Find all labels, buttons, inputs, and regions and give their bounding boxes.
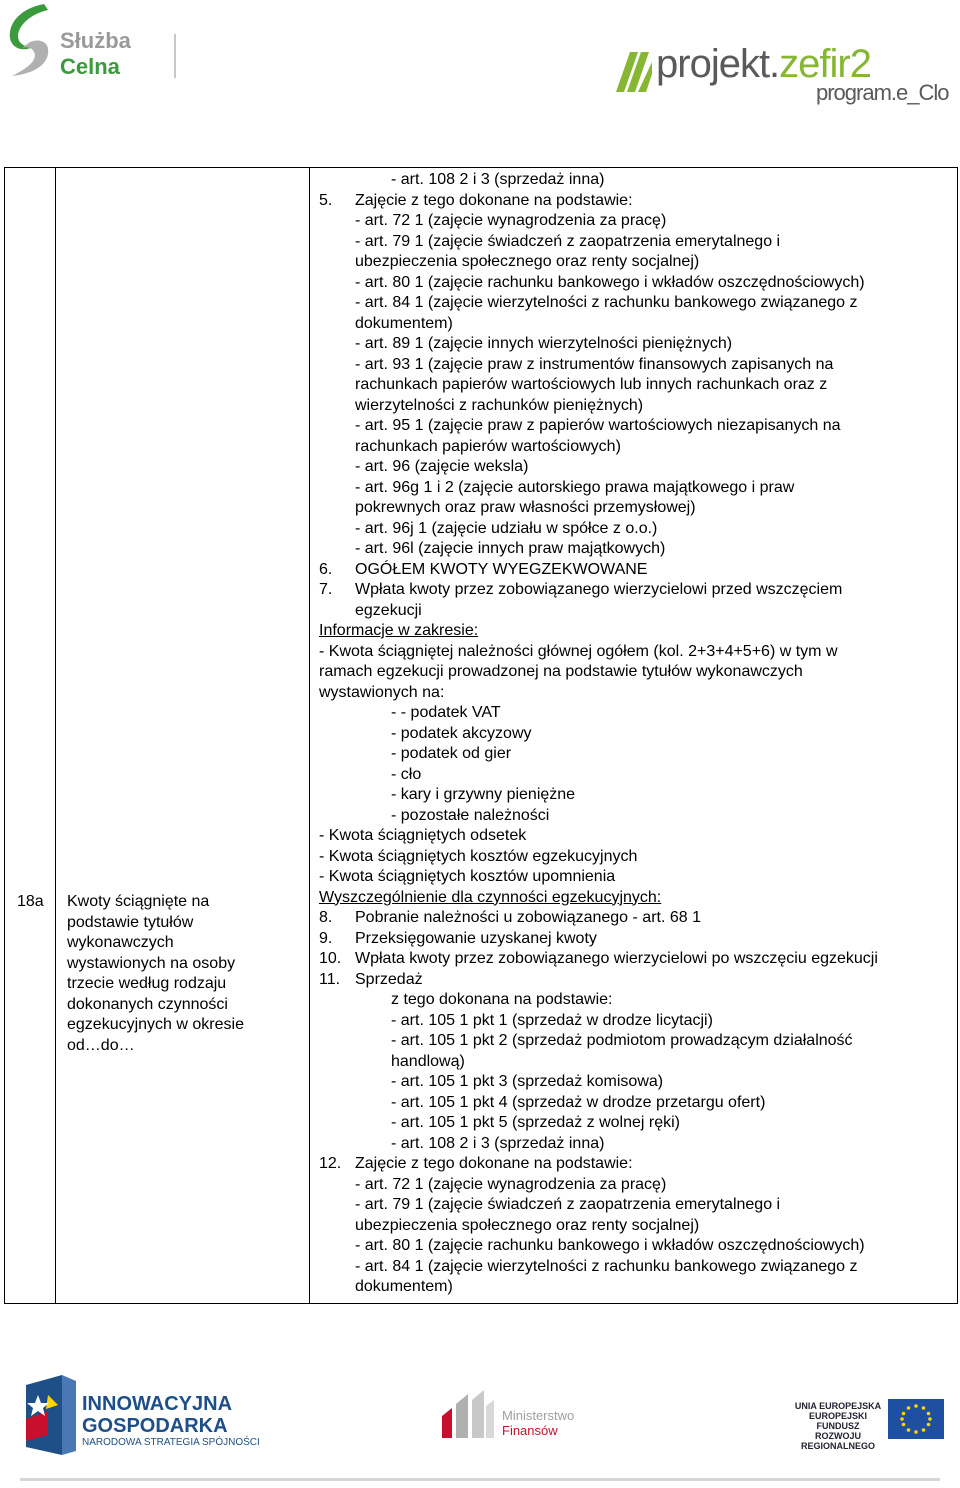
line-text: OGÓŁEM KWOTY WYEGZEKWOWANE <box>355 560 648 578</box>
content-line <box>319 826 955 847</box>
content-line <box>319 293 955 314</box>
projekt-zefir-logo <box>616 22 949 112</box>
line-text: - art. 108 2 i 3 (sprzedaż inna) <box>391 171 605 188</box>
item-number: 6. <box>319 560 333 578</box>
sluzba-celna-emblem-icon <box>4 2 60 78</box>
content-line <box>319 478 955 499</box>
content-line <box>319 744 955 765</box>
column-divider <box>309 168 310 1303</box>
content-line <box>319 642 955 663</box>
content-line <box>319 601 955 622</box>
content-line <box>319 334 955 355</box>
line-text: wierzytelności z rachunków pieniężnych) <box>355 396 644 414</box>
line-text: - podatek od gier <box>391 745 512 762</box>
ig-line2: GOSPODARKA <box>82 1415 228 1437</box>
content-line <box>319 683 955 704</box>
content-line <box>319 1072 955 1093</box>
content-line <box>319 867 955 888</box>
content-line <box>319 1093 955 1114</box>
item-number: 9. <box>319 929 333 947</box>
line-text: handlową) <box>391 1052 465 1070</box>
section-heading: Informacje w zakresie: <box>319 622 479 639</box>
line-text: - art. 96j 1 (zajęcie udziału w spółce z o.o.) <box>355 519 658 537</box>
row-description-line: egzekucyjnych w okresie <box>67 1016 244 1033</box>
line-text: - art. 96 (zajęcie weksla) <box>355 458 529 475</box>
item-number: 8. <box>319 909 333 926</box>
content-line <box>319 1113 955 1134</box>
mf-emblem-icon <box>440 1390 496 1440</box>
ig-line1: INNOWACYJNA <box>82 1393 233 1415</box>
row-description-line: od…do… <box>67 1036 135 1054</box>
line-text: - art. 89 1 (zajęcie innych wierzytelności pieniężnych) <box>355 335 733 352</box>
line-text: - Kwota ściągniętych odsetek <box>319 827 527 844</box>
sluzba-text: Służba <box>60 28 131 53</box>
content-line <box>319 1031 955 1052</box>
content-line <box>319 252 955 273</box>
line-text: ramach egzekucji prowadzonej na podstawie tytułów wykonawczych <box>319 663 803 680</box>
line-text: - art. 105 1 pkt 5 (sprzedaż z wolnej ręki) <box>391 1114 681 1131</box>
content-line <box>319 1236 955 1257</box>
row-description-line: wykonawczych <box>67 934 174 951</box>
content-line <box>319 457 955 478</box>
row-description-line: trzecie według rodzaju <box>67 975 227 992</box>
line-text: - kary i grzywny pieniężne <box>391 786 576 803</box>
content-line <box>319 724 955 745</box>
content-line <box>319 580 955 601</box>
logo-separator <box>174 34 176 78</box>
content-line <box>319 519 955 540</box>
line-text: - pozostałe należności <box>391 806 550 824</box>
row-id: 18a <box>17 893 44 910</box>
row-description-line: dokonanych czynności <box>67 995 228 1013</box>
item-number: 5. <box>319 191 333 209</box>
row-description-line: wystawionych na osoby <box>67 954 236 972</box>
line-text: pokrewnych oraz praw własności przemysłowej) <box>355 499 696 516</box>
content-line <box>319 1175 955 1196</box>
line-text: - art. 79 1 (zajęcie świadczeń z zaopatrzenia emerytalnego i <box>355 232 781 250</box>
eu-flag-icon <box>888 1399 944 1439</box>
row-description <box>67 892 297 1056</box>
line-text: Pobranie należności u zobowiązanego - art. 68 1 <box>355 909 701 926</box>
content-line <box>319 1257 955 1278</box>
content-line <box>319 847 955 868</box>
line-text: egzekucji <box>355 601 422 619</box>
item-number: 12. <box>319 1155 342 1172</box>
content-line <box>319 1011 955 1032</box>
item-number: 11. <box>319 970 341 988</box>
content-line <box>319 211 955 232</box>
content-line <box>319 232 955 253</box>
line-text: - Kwota ściągniętej należności głównej ogółem (kol. 2+3+4+5+6) w tym w <box>319 642 838 660</box>
content-line <box>319 1134 955 1155</box>
ig-emblem-icon <box>18 1375 78 1455</box>
line-text: - art. 96g 1 i 2 (zajęcie autorskiego prawa majątkowego i praw <box>355 478 795 496</box>
content-line <box>319 396 955 417</box>
content-line <box>319 785 955 806</box>
report-table <box>4 167 958 1304</box>
line-text: - Kwota ściągniętych kosztów egzekucyjnych <box>319 847 638 865</box>
row-description-line: Kwoty ściągnięte na <box>67 893 210 910</box>
ue-line2: EUROPEJSKI FUNDUSZ <box>808 1411 868 1431</box>
ministerstwo-finansow-logo <box>440 1390 600 1446</box>
content-line <box>319 560 955 581</box>
mf-line2: Finansów <box>502 1423 558 1438</box>
item-number: 10. <box>319 950 342 967</box>
line-text: - art. 105 1 pkt 4 (sprzedaż w drodze przetargu ofert) <box>391 1093 766 1111</box>
unia-europejska-logo <box>770 1393 946 1449</box>
line-text: Wpłata kwoty przez zobowiązanego wierzycielowi przed wszczęciem <box>355 581 843 598</box>
zefir-name: zefir2 <box>779 42 871 86</box>
sluzba-celna-logo <box>4 2 174 78</box>
content-line <box>319 621 955 642</box>
line-text: - art. 84 1 (zajęcie wierzytelności z rachunku bankowego związanego z <box>355 1257 858 1275</box>
content-line <box>319 355 955 376</box>
section-heading: Wyszczególnienie dla czynności egzekucyjnych: <box>319 888 662 906</box>
line-text: - art. 80 1 (zajęcie rachunku bankowego i wkładów oszczędnościowych) <box>355 1237 865 1254</box>
line-text: - Kwota ściągniętych kosztów upomnienia <box>319 868 616 885</box>
content-line <box>319 314 955 335</box>
content-line <box>319 498 955 519</box>
line-text: - art. 93 1 (zajęcie praw z instrumentów finansowych zapisanych na <box>355 355 834 373</box>
line-text: - art. 105 1 pkt 1 (sprzedaż w drodze licytacji) <box>391 1011 713 1029</box>
line-text: - art. 72 1 (zajęcie wynagrodzenia za pracę) <box>355 1175 667 1193</box>
content-line <box>319 1052 955 1073</box>
content-line <box>319 929 955 950</box>
item-number: 7. <box>319 581 333 598</box>
line-text: ubezpieczenia społecznego oraz renty socjalnej) <box>355 253 700 270</box>
line-text: - art. 105 1 pkt 2 (sprzedaż podmiotom prowadzącym działalność <box>391 1032 853 1049</box>
content-line <box>319 1277 955 1298</box>
row-content <box>319 170 955 1298</box>
line-text: - cło <box>391 765 422 783</box>
ig-line3: NARODOWA STRATEGIA SPÓJNOŚCI <box>82 1437 260 1448</box>
ue-line3: ROZWOJU REGIONALNEGO <box>800 1431 875 1451</box>
content-line <box>319 888 955 909</box>
line-text: - art. 108 2 i 3 (sprzedaż inna) <box>391 1134 605 1152</box>
line-text: Sprzedaż <box>355 970 423 988</box>
line-text: dokumentem) <box>355 1278 453 1295</box>
line-text: - - podatek VAT <box>391 704 501 721</box>
content-line <box>319 191 955 212</box>
content-line <box>319 970 955 991</box>
line-text: Wpłata kwoty przez zobowiązanego wierzycielowi po wszczęciu egzekucji <box>355 950 878 967</box>
line-text: Zajęcie z tego dokonane na podstawie: <box>355 191 633 209</box>
content-line <box>319 949 955 970</box>
content-line <box>319 662 955 683</box>
content-line <box>319 1195 955 1216</box>
line-text: wystawionych na: <box>319 683 445 701</box>
line-text: Zajęcie z tego dokonane na podstawie: <box>355 1155 633 1172</box>
line-text: - art. 96l (zajęcie innych praw majątkowych) <box>355 540 666 557</box>
ue-line1: UNIA EUROPEJSKA <box>794 1401 882 1411</box>
mf-line1: Ministerstwo <box>502 1408 575 1423</box>
content-line <box>319 908 955 929</box>
line-text: - art. 72 1 (zajęcie wynagrodzenia za pracę) <box>355 212 667 229</box>
content-line <box>319 273 955 294</box>
column-divider <box>55 168 56 1303</box>
line-text: - art. 95 1 (zajęcie praw z papierów wartościowych niezapisanych na <box>355 417 841 434</box>
line-text: ubezpieczenia społecznego oraz renty socjalnej) <box>355 1216 700 1234</box>
line-text: Przeksięgowanie uzyskanej kwoty <box>355 929 597 947</box>
content-line <box>319 437 955 458</box>
content-line <box>319 1154 955 1175</box>
zefir-subtitle: program.e_Clo <box>816 80 949 105</box>
line-text: - art. 84 1 (zajęcie wierzytelności z rachunku bankowego związanego z <box>355 294 858 311</box>
footer-divider <box>20 1478 940 1481</box>
content-line <box>319 703 955 724</box>
zefir-stripes-icon <box>616 52 652 92</box>
celna-text: Celna <box>60 54 120 79</box>
line-text: rachunkach papierów wartościowych) <box>355 437 621 455</box>
content-line <box>319 375 955 396</box>
line-text: - art. 80 1 (zajęcie rachunku bankowego i wkładów oszczędnościowych) <box>355 273 865 291</box>
zefir-prefix: projekt. <box>656 42 780 86</box>
content-line <box>319 1216 955 1237</box>
content-line <box>319 170 955 191</box>
line-text: dokumentem) <box>355 314 453 332</box>
line-text: - art. 79 1 (zajęcie świadczeń z zaopatrzenia emerytalnego i <box>355 1196 781 1213</box>
line-text: rachunkach papierów wartościowych lub innych rachunkach oraz z <box>355 376 828 393</box>
row-description-line: podstawie tytułów <box>67 913 194 931</box>
line-text: z tego dokonana na podstawie: <box>391 991 613 1008</box>
line-text: - podatek akcyzowy <box>391 724 532 742</box>
content-line <box>319 765 955 786</box>
content-line <box>319 539 955 560</box>
content-line <box>319 416 955 437</box>
line-text: - art. 105 1 pkt 3 (sprzedaż komisowa) <box>391 1073 664 1090</box>
innowacyjna-gospodarka-logo <box>18 1375 268 1459</box>
content-line <box>319 806 955 827</box>
content-line <box>319 990 955 1011</box>
